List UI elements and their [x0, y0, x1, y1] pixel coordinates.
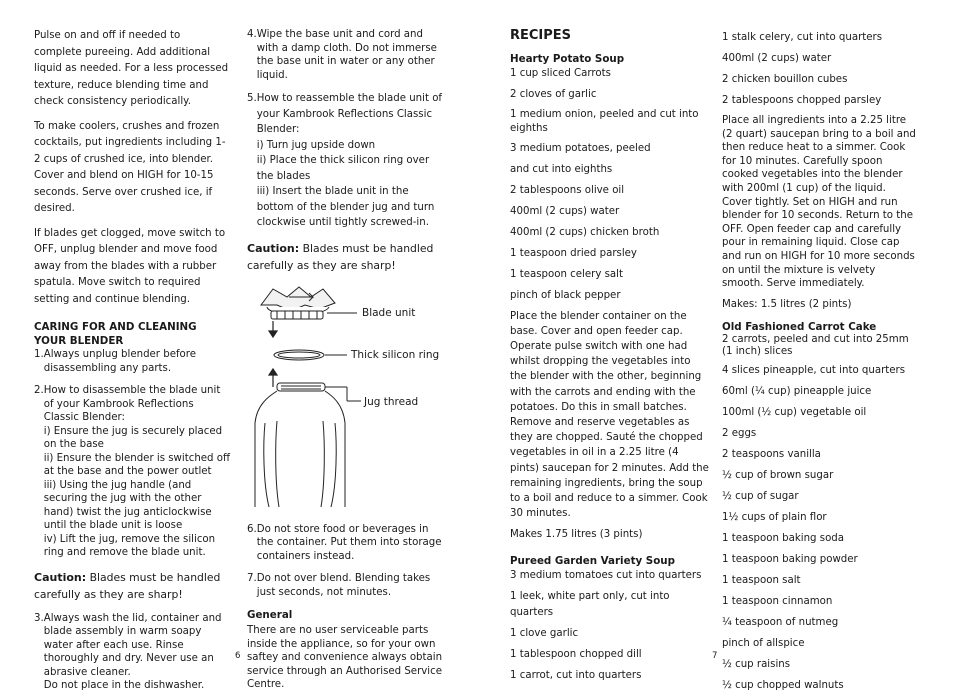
ingredient-item: ¼ teaspoon of nutmeg: [722, 616, 839, 628]
step-text: Always wash the lid, container and blade assembly in warm soapy water after each use. Rinse thoroughly and dry. Never use an abrasive cleaner.: [43, 612, 222, 678]
clogged-blades-paragraph: If blades get clogged, move switch to OFF, unplug blender and move food away from the blades with a rubber spatula. Move switch to required setting and continue blending.: [34, 227, 226, 305]
step-text: Do not store food or beverages in the container. Put them into storage containers instead.: [256, 523, 442, 562]
arrow-down-icon: [269, 321, 277, 337]
caution-note: [247, 240, 447, 274]
silicon-ring-label: Thick silicon ring: [351, 348, 440, 361]
ingredient-item: 1 cup sliced Carrots: [510, 68, 611, 79]
ingredient-item: 400ml (2 cups) water: [510, 205, 620, 217]
general-text: There are no user serviceable parts inside the appliance, so for your own saftey and convenience always obtain service through an Authorised Service Centre.: [247, 625, 443, 690]
ingredient-item: 100ml (½ cup) vegetable oil: [722, 406, 867, 418]
ingredient-item: 4 slices pineapple, cut into quarters: [722, 364, 906, 376]
step-substep: iv) Lift the jug, remove the silicon ring and remove the blade unit.: [43, 533, 216, 558]
ingredient-item: 1 leek, white part only, cut into quarters: [510, 590, 670, 619]
blade-unit-drawing: [261, 287, 335, 319]
ingredient-item: 1 teaspoon salt: [722, 574, 801, 586]
cleaning-step-5: [247, 91, 447, 231]
ingredient-item: 1½ cups of plain flor: [722, 511, 827, 523]
recipe-method: Place the blender container on the base. Cover and open feeder cap. Operate pulse switch with one had whilst dropping the vegetables into the blender with the other, beginning with the carrots and ending with the potatoes. Do this in small batches. Remove and reserve vegetables as they are chopped. Sauté the chopped vegetables in oil in a 2.25 litre (4 pints) saucepan for 2 minutes. Add the remaining ingredients, bring the soup to a boil and reduce to a simmer. Cook 30 minutes.: [510, 310, 709, 520]
jug-thread-label: Jug thread: [364, 395, 419, 408]
step-number: 3.: [34, 612, 44, 624]
recipe-yield: Makes 1.75 litres (3 pints): [510, 529, 643, 541]
ingredient-item: 1 teaspoon celery salt: [510, 268, 623, 280]
ingredient-item: 1 clove garlic: [510, 628, 579, 640]
ingredient-item: 60ml (¼ cup) pineapple juice: [722, 385, 872, 397]
step-text: Always unplug blender before disassembling any parts.: [43, 349, 197, 374]
step-substep: iii) Insert the blade unit in the bottom of the blender jug and turn clockwise until tightly screwed-in.: [256, 186, 435, 228]
ingredient-item: 2 carrots, peeled and cut into 25mm (1 inch) slices: [722, 334, 909, 358]
column-2: [247, 28, 447, 692]
step-text: How to disassemble the blade unit of your Kambrook Reflections Classic Blender:: [43, 385, 221, 423]
caution-label: Caution:: [34, 570, 87, 584]
step-number: 2.: [34, 385, 44, 396]
page-number-left: 6: [235, 651, 241, 661]
recipe-title-carrot-cake: Old Fashioned Carrot Cake: [722, 321, 877, 334]
blade-assembly-diagram: [247, 283, 447, 515]
caution-text: Blades must be handled carefully as they are sharp!: [34, 570, 221, 601]
cleaning-step-7: [247, 572, 447, 599]
step-number: 1.: [34, 349, 44, 360]
general-heading: General: [247, 609, 293, 621]
step-text: Do not over blend. Blending takes just seconds, not minutes.: [256, 573, 431, 598]
cleaning-step-1: [34, 348, 230, 375]
column-3: [510, 28, 710, 689]
ingredient-item: 1 carrot, cut into quarters: [510, 670, 642, 682]
caring-cleaning-heading: CARING FOR AND CLEANING YOUR BLENDER: [34, 321, 197, 347]
page-number-right: 7: [712, 651, 718, 661]
column-4: [722, 30, 918, 699]
ingredient-item: 400ml (2 cups) water: [722, 53, 832, 64]
step-substep: i) Turn jug upside down: [256, 139, 376, 151]
arrow-up-icon: [269, 369, 277, 387]
ingredient-item: 2 chicken bouillon cubes: [722, 74, 848, 85]
ingredient-item: ½ cup of sugar: [722, 490, 799, 502]
step-text: Wipe the base unit and cord and with a damp cloth. Do not immerse the base unit in water or any other liquid.: [256, 29, 437, 81]
ingredient-item: 2 tablespoons olive oil: [510, 184, 625, 196]
ingredient-item: 2 cloves of garlic: [510, 89, 597, 100]
ingredient-item: pinch of black pepper: [510, 289, 621, 301]
ingredient-item: 3 medium potatoes, peeled: [510, 142, 651, 154]
ingredient-item: 1 teaspoon baking powder: [722, 553, 858, 565]
recipe-title-garden-soup: Pureed Garden Variety Soup: [510, 554, 675, 567]
caution-label: Caution:: [247, 241, 300, 255]
recipe-yield: Makes: 1.5 litres (2 pints): [722, 298, 852, 310]
ingredient-item: ½ cup of brown sugar: [722, 469, 834, 481]
cleaning-step-2: [34, 384, 230, 560]
ingredient-item: pinch of allspice: [722, 637, 805, 649]
ingredient-item: 1 tablespoon chopped dill: [510, 649, 642, 661]
step-text: How to reassemble the blade unit of your Kambrook Reflections Classic Blender:: [256, 93, 443, 135]
step-number: 4.: [247, 29, 257, 40]
ingredient-item: ½ cup chopped walnuts: [722, 679, 844, 691]
blending-tips-paragraph: Pulse on and off if needed to complete pureeing. Add additional liquid as needed. For a less processed texture, reduce blending time and check consistency periodically.: [34, 30, 229, 107]
ingredient-item: 3 medium tomatoes cut into quarters: [510, 569, 702, 581]
ingredient-item: 2 teaspoons vanilla: [722, 448, 821, 460]
ingredient-item: 400ml (2 cups) chicken broth: [510, 226, 660, 238]
step-substep: ii) Place the thick silicon ring over the blades: [256, 155, 430, 182]
column-1: [34, 28, 230, 693]
cleaning-step-4: [247, 28, 447, 82]
cleaning-step-6: [247, 523, 447, 564]
cleaning-step-3: [34, 612, 230, 693]
ingredient-item: 2 eggs: [722, 427, 757, 439]
ingredient-item: 1 teaspoon baking soda: [722, 532, 845, 544]
recipe-method: Place all ingredients into a 2.25 litre (2 quart) saucepan bring to a boil and then reduce heat to a simmer. Cook for 10 minutes. Carefully spoon cooked vegetables into the blender with 200ml (1 cup) of the liquid. Cover tightly. Set on HIGH and run blender for 10 seconds. Return to the OFF. Open feeder cap and carefully pour in remaining liquid. Close cap and run on HIGH for 10 more seconds on until the mixture is velvety smooth. Serve immediately.: [722, 115, 916, 290]
ingredient-item: 1 teaspoon cinnamon: [722, 595, 833, 607]
ingredient-item: ½ cup raisins: [722, 658, 791, 670]
step-number: 5.: [247, 93, 257, 104]
step-substep: i) Ensure the jug is securely placed on the base: [43, 425, 223, 450]
silicon-ring-drawing: [274, 350, 324, 360]
ingredient-item: and cut into eighths: [510, 163, 613, 175]
blade-unit-label: Blade unit: [362, 306, 416, 319]
ingredient-item: 1 teaspoon dried parsley: [510, 247, 637, 259]
coolers-paragraph: To make coolers, crushes and frozen cocktails, put ingredients including 1-2 cups of crushed ice, into blender. Cover and blend on HIGH for 10-15 seconds. Serve over crushed ice, if desired.: [34, 120, 226, 214]
step-substep: ii) Ensure the blender is switched off at the base and the power outlet: [43, 452, 230, 477]
ingredient-item: 1 stalk celery, cut into quarters: [722, 32, 883, 43]
jug-drawing: [255, 383, 345, 507]
step-text: Do not place in the dishwasher.: [43, 680, 205, 691]
step-substep: iii) Using the jug handle (and securing the jug with the other hand) twist the jug anticlockwise until the blade unit is loose: [43, 479, 212, 531]
caution-text: Blades must be handled carefully as they are sharp!: [247, 241, 434, 272]
step-number: 6.: [247, 523, 257, 535]
step-number: 7.: [247, 573, 257, 584]
recipes-title: RECIPES: [510, 28, 572, 43]
recipe-title-potato-soup: Hearty Potato Soup: [510, 53, 625, 65]
ingredient-item: 2 tablespoons chopped parsley: [722, 95, 882, 106]
ingredient-item: 1 medium onion, peeled and cut into eighths: [510, 109, 699, 134]
caution-note: [34, 569, 230, 603]
